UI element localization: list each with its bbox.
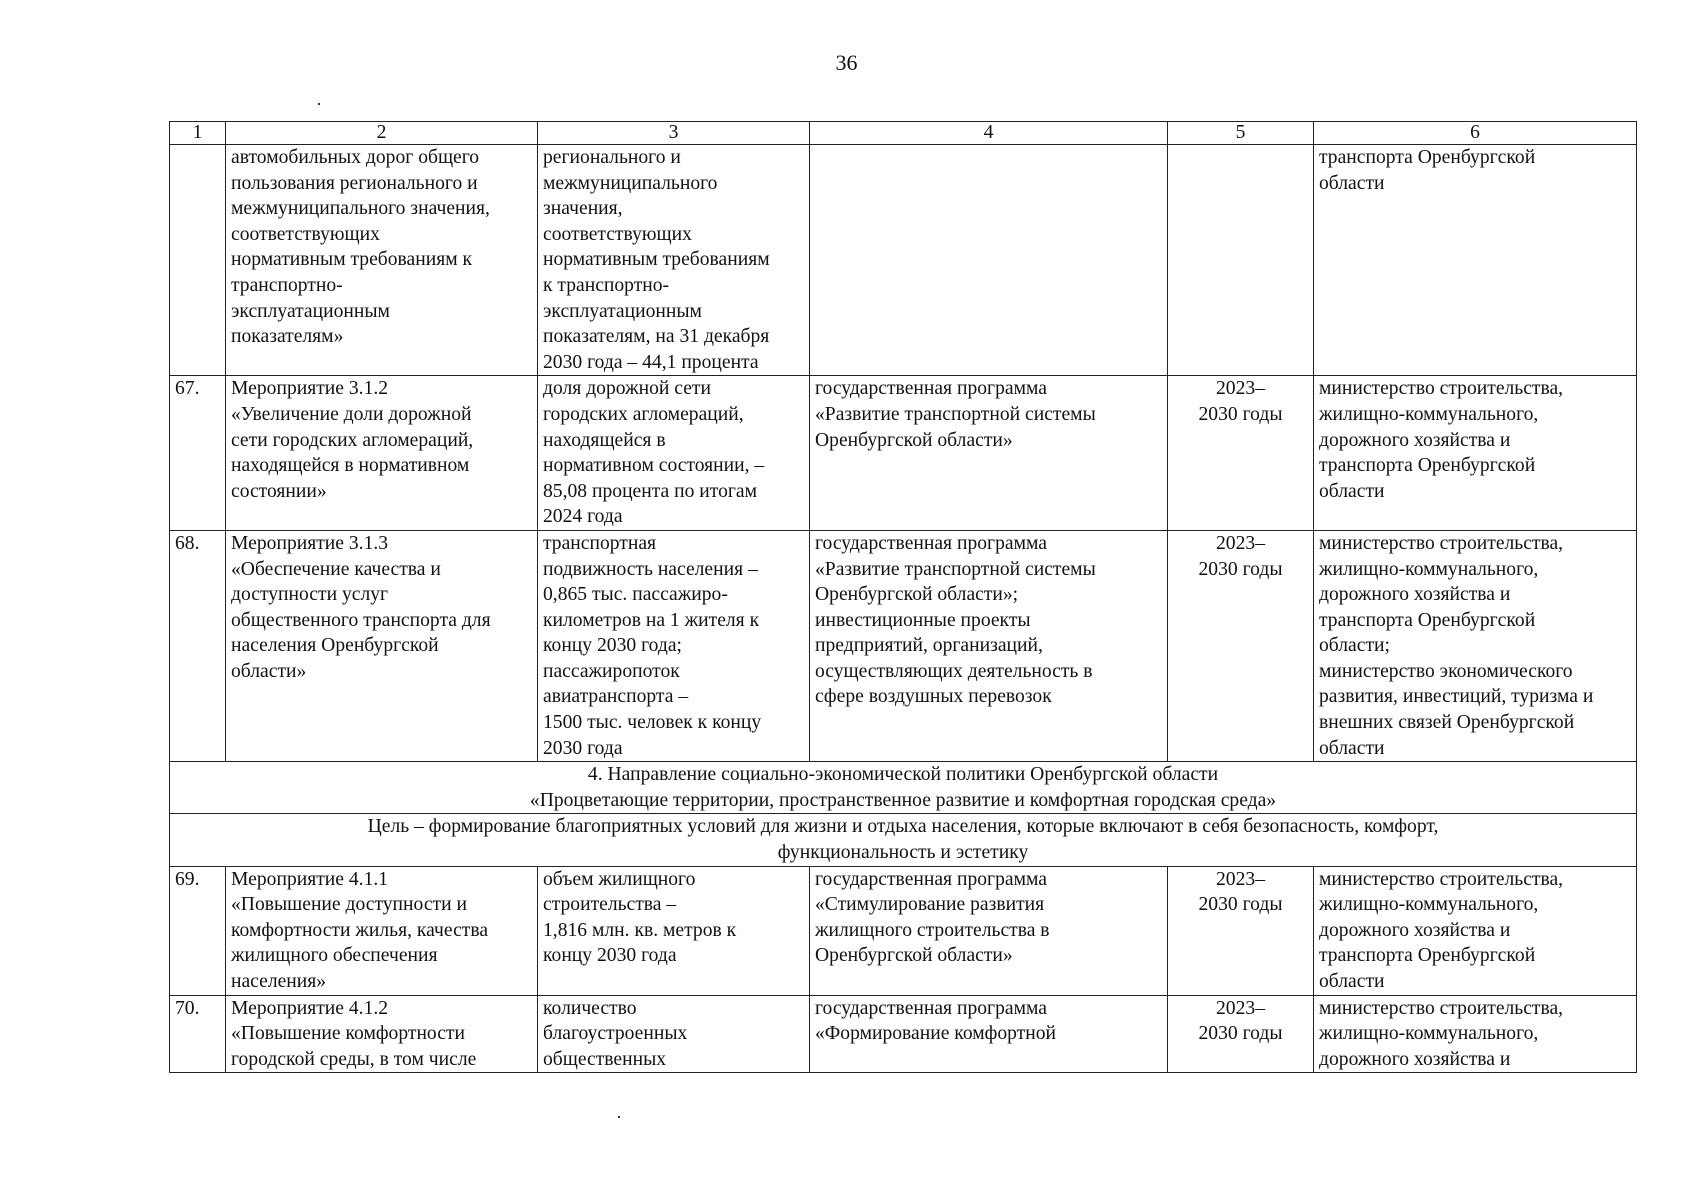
cell-line: области;	[1319, 635, 1390, 657]
indicator-cell	[538, 530, 810, 761]
cell-line: транспорта Оренбургской	[1319, 455, 1536, 477]
cell-line: населения Оренбургской	[231, 635, 439, 657]
cell-line: авиатранспорта –	[543, 686, 689, 708]
cell-line: 2030 годы	[1198, 403, 1283, 425]
cell-line: 2030 годы	[1198, 1023, 1283, 1045]
period-cell	[1168, 995, 1314, 1073]
cell-line: показателям, на 31 декабря	[543, 326, 770, 348]
table-row	[170, 866, 1637, 995]
cell-line: находящейся в	[543, 429, 666, 451]
cell-line: концу 2030 года;	[543, 635, 682, 657]
cell-line: развития, инвестиций, туризма и	[1319, 686, 1594, 708]
cell-line: осуществляющих деятельность в	[815, 660, 1093, 682]
cell-line: министерство строительства,	[1319, 997, 1564, 1019]
cell-line: соответствующих	[231, 223, 380, 245]
cell-line: государственная программа	[815, 378, 1047, 400]
row-number: 68.	[170, 530, 226, 761]
cell-line: нормативным требованиям	[543, 249, 770, 271]
event-cell	[226, 376, 538, 531]
cell-line: области	[1319, 172, 1385, 194]
cell-line: городской среды, в том числе	[231, 1048, 477, 1070]
indicator-cell	[538, 995, 810, 1073]
table-row	[170, 995, 1637, 1073]
event-cell	[226, 145, 538, 376]
cell-line: населения»	[231, 971, 327, 992]
cell-line: находящейся в нормативном	[231, 455, 470, 477]
cell-line: общественного транспорта для	[231, 609, 491, 631]
cell-line: министерство строительства,	[1319, 868, 1564, 890]
cell-line: области»	[231, 660, 307, 682]
cell-line: Мероприятие 4.1.1	[231, 868, 389, 890]
cell-line: жилищного строительства в	[815, 919, 1050, 941]
cell-line: 2030 годы	[1198, 558, 1283, 580]
table-row	[170, 376, 1637, 531]
responsible-cell	[1314, 376, 1637, 531]
cell-line: государственная программа	[815, 997, 1047, 1019]
period-cell	[1168, 376, 1314, 531]
cell-line: сети городских агломераций,	[231, 429, 474, 451]
cell-line: к транспортно-	[543, 274, 670, 296]
cell-line: дорожного хозяйства и	[1319, 429, 1511, 451]
cell-line: 2030 годы	[1198, 894, 1283, 916]
cell-line: дорожного хозяйства и	[1319, 584, 1511, 606]
program-cell	[810, 530, 1168, 761]
row-number: 67.	[170, 376, 226, 531]
cell-line: межмуниципального	[543, 172, 718, 194]
page-number: 36	[835, 50, 858, 75]
program-cell	[810, 866, 1168, 995]
column-header-row	[170, 122, 1637, 145]
section-heading-row	[170, 762, 1637, 814]
event-cell	[226, 530, 538, 761]
cell-line: комфортности жилья, качества	[231, 919, 489, 941]
cell-line: инвестиционные проекты	[815, 609, 1031, 631]
cell-line: 4. Направление социально-экономической политики Оренбургской области	[587, 764, 1219, 786]
cell-line: концу 2030 года	[543, 945, 677, 967]
row-number: 69.	[170, 866, 226, 995]
cell-line: дорожного хозяйства и	[1319, 1048, 1511, 1070]
cell-line: эксплуатационным	[231, 300, 390, 322]
column-header-5: 5	[1168, 122, 1314, 145]
cell-line: соответствующих	[543, 223, 692, 245]
cell-line: благоустроенных	[543, 1023, 688, 1045]
column-header-1: 1	[170, 122, 226, 145]
cell-line: общественных	[543, 1048, 667, 1070]
cell-line: министерство строительства,	[1319, 378, 1564, 400]
cell-line: строительства –	[543, 894, 677, 916]
cell-line: транспорта Оренбургской	[1319, 945, 1536, 967]
cell-line: пассажиропоток	[543, 660, 680, 682]
cell-line: функциональность и эстетику	[777, 842, 1029, 864]
cell-line: жилищного обеспечения	[231, 945, 438, 967]
cell-line: «Увеличение доли дорожной	[231, 403, 472, 425]
program-cell	[810, 995, 1168, 1073]
cell-line: нормативным требованиям к	[231, 249, 473, 271]
cell-line: области	[1319, 971, 1385, 992]
indicator-cell	[538, 145, 810, 376]
cell-line: 2030 года	[543, 737, 623, 759]
cell-line: дорожного хозяйства и	[1319, 919, 1511, 941]
cell-line: пользования регионального и	[231, 172, 478, 194]
cell-line: состоянии»	[231, 480, 327, 502]
column-header-3: 3	[538, 122, 810, 145]
cell-line: 2023–	[1216, 378, 1265, 400]
program-cell	[810, 145, 1168, 376]
cell-line: транспорта Оренбургской	[1319, 609, 1536, 631]
cell-line: «Развитие транспортной системы	[815, 558, 1096, 580]
cell-line: государственная программа	[815, 532, 1047, 554]
cell-line: «Повышение доступности и	[231, 894, 467, 916]
cell-line: внешних связей Оренбургской	[1319, 712, 1575, 734]
cell-line: сфере воздушных перевозок	[815, 686, 1052, 708]
cell-line: области	[1319, 737, 1385, 759]
row-number	[170, 145, 226, 376]
row-number: 70.	[170, 995, 226, 1073]
cell-line: «Развитие транспортной системы	[815, 403, 1096, 425]
program-cell	[810, 376, 1168, 531]
responsible-cell	[1314, 995, 1637, 1073]
cell-line: межмуниципального значения,	[231, 198, 490, 220]
responsible-cell	[1314, 530, 1637, 761]
cell-line: жилищно-коммунального,	[1319, 1023, 1539, 1045]
cell-line: 85,08 процента по итогам	[543, 480, 758, 502]
cell-line: 2030 года – 44,1 процента	[543, 351, 759, 373]
cell-line: предприятий, организаций,	[815, 635, 1043, 657]
responsible-cell	[1314, 866, 1637, 995]
period-cell	[1168, 866, 1314, 995]
cell-line: Цель – формирование благоприятных условий для жизни и отдыха населения, которые включают в себя безопасность, комфорт,	[367, 816, 1439, 838]
cell-line: Мероприятие 3.1.2	[231, 378, 389, 400]
responsible-cell	[1314, 145, 1637, 376]
scan-speck-top	[318, 103, 320, 105]
cell-line: километров на 1 жителя к	[543, 609, 760, 631]
cell-line: Оренбургской области»	[815, 945, 1013, 967]
cell-line: транспортная	[543, 532, 657, 554]
section-heading	[170, 814, 1637, 866]
cell-line: 2023–	[1216, 532, 1265, 554]
cell-line: эксплуатационным	[543, 300, 702, 322]
cell-line: 2024 года	[543, 506, 623, 528]
cell-line: значения,	[543, 198, 623, 220]
table-row	[170, 145, 1637, 376]
cell-line: Мероприятие 4.1.2	[231, 997, 389, 1019]
cell-line: 2023–	[1216, 868, 1265, 890]
indicator-cell	[538, 376, 810, 531]
cell-line: 1500 тыс. человек к концу	[543, 712, 762, 734]
cell-line: доступности услуг	[231, 584, 389, 606]
indicator-cell	[538, 866, 810, 995]
cell-line: «Стимулирование развития	[815, 894, 1045, 916]
scan-speck-bottom	[618, 1116, 620, 1118]
cell-line: городских агломераций,	[543, 403, 744, 425]
cell-line: объем жилищного	[543, 868, 696, 890]
cell-line: транспортно-	[231, 274, 343, 296]
table-body	[170, 122, 1637, 1073]
section-heading-row	[170, 814, 1637, 866]
period-cell	[1168, 530, 1314, 761]
cell-line: количество	[543, 997, 637, 1019]
event-cell	[226, 866, 538, 995]
column-header-4: 4	[810, 122, 1168, 145]
cell-line: доля дорожной сети	[543, 378, 711, 400]
cell-line: области	[1319, 480, 1385, 502]
cell-line: «Формирование комфортной	[815, 1023, 1057, 1045]
cell-line: «Обеспечение качества и	[231, 558, 441, 580]
cell-line: государственная программа	[815, 868, 1047, 890]
cell-line: «Процветающие территории, пространственное развитие и комфортная городская среда»	[529, 789, 1277, 811]
cell-line: Мероприятие 3.1.3	[231, 532, 389, 554]
cell-line: жилищно-коммунального,	[1319, 403, 1539, 425]
measures-table	[169, 121, 1637, 1073]
cell-line: нормативном состоянии, –	[543, 455, 765, 477]
cell-line: 2023–	[1216, 997, 1265, 1019]
table-row	[170, 530, 1637, 761]
cell-line: министерство экономического	[1319, 660, 1573, 682]
cell-line: «Повышение комфортности	[231, 1023, 465, 1045]
cell-line: показателям»	[231, 326, 344, 348]
cell-line: министерство строительства,	[1319, 532, 1564, 554]
column-header-6: 6	[1314, 122, 1637, 145]
section-heading	[170, 762, 1637, 814]
cell-line: автомобильных дорог общего	[231, 147, 480, 168]
event-cell	[226, 995, 538, 1073]
period-cell	[1168, 145, 1314, 376]
cell-line: 1,816 млн. кв. метров к	[543, 919, 737, 941]
cell-line: жилищно-коммунального,	[1319, 558, 1539, 580]
column-header-2: 2	[226, 122, 538, 145]
cell-line: транспорта Оренбургской	[1319, 147, 1536, 168]
cell-line: подвижность населения –	[543, 558, 758, 580]
cell-line: жилищно-коммунального,	[1319, 894, 1539, 916]
cell-line: регионального и	[543, 147, 681, 168]
cell-line: Оренбургской области»	[815, 429, 1013, 451]
cell-line: 0,865 тыс. пассажиро-	[543, 584, 728, 606]
cell-line: Оренбургской области»;	[815, 584, 1019, 606]
